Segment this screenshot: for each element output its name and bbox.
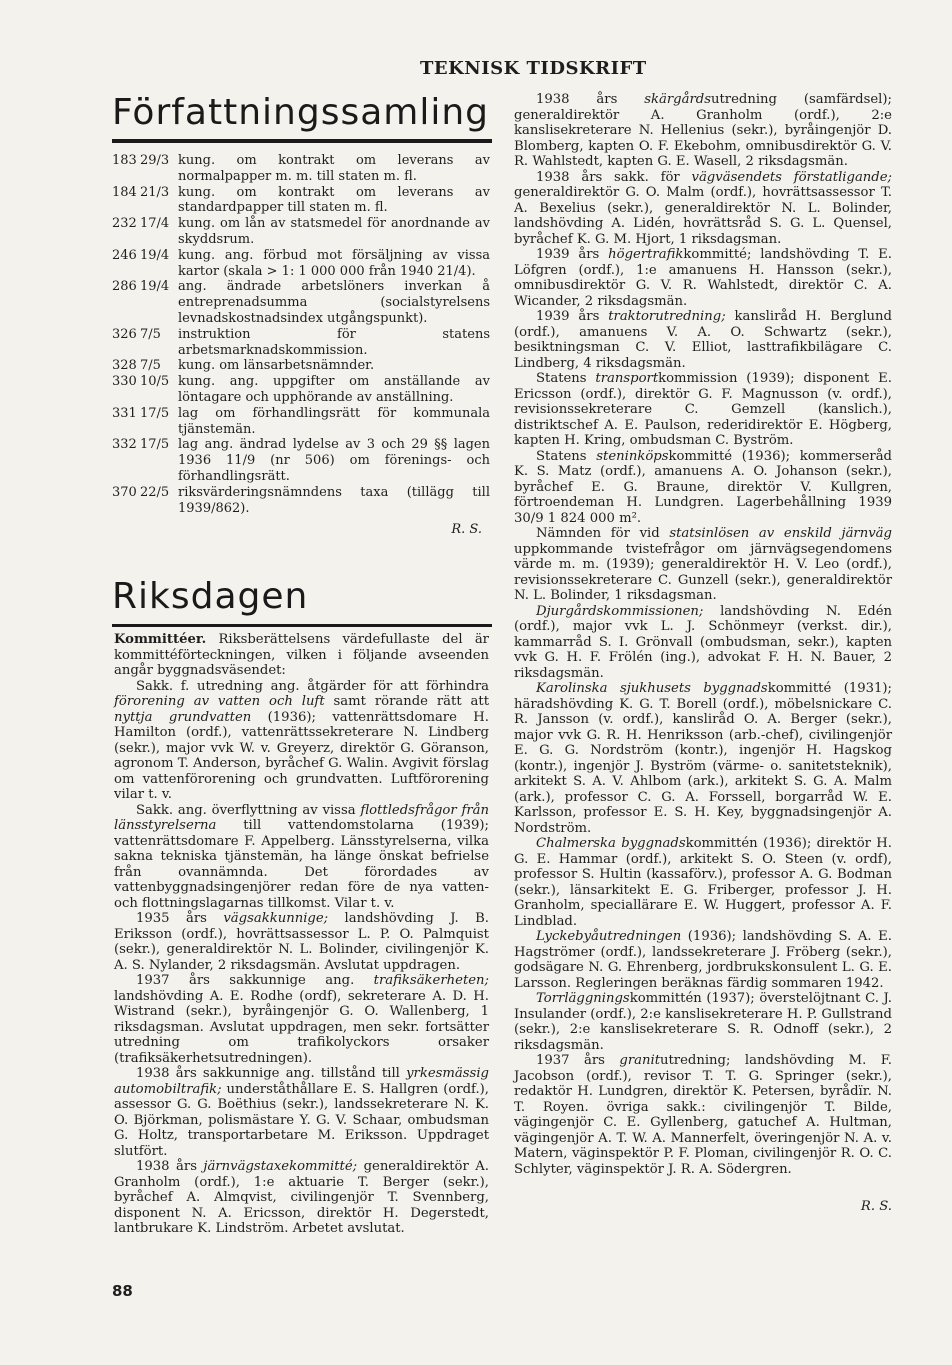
paragraph: Sakk. f. utredning ang. åtgärder för att förhindra förorening av vatten och luft samt rörande rätt att nyttja grundvatten (1936); vattenrättsdomare H. Hamilton (ordf.), vattenrättssekreterare N. Lindberg (sekr.), major vvk W. v. Greyerz, direktör G. Göranson, agronom T. Anderson, byråchef G. Walin. Avgivit förslag om vattenförorening och grundvatten. Luftförorening vilar t. v. [114, 678, 489, 802]
list-item [112, 406, 490, 438]
entry-date: 7/5 [140, 326, 161, 342]
paragraph: 1938 års skärgårdsutredning (samfärdsel); generaldirektör A. Granholm (ordf.), 2:e kanslisekreterare N. Hellenius (sekr.), byråingenjör D. Blomberg, kapten O. F. Ekebohm, omnibusdirektör G. V. R. Wahlstedt, kapten G. E. Wasell, 2 riksdagsmän. [514, 92, 892, 169]
author-signature: R. S. [451, 522, 482, 538]
entry-date: 7/5 [140, 358, 161, 374]
entry-number: 326 [112, 326, 137, 342]
list-item [112, 153, 490, 185]
paragraph: 1938 års järnvägstaxekommitté; generaldirektör A. Granholm (ordf.), 1:e aktuarie T. Berger (sekr.), byråchef A. Almqvist, civilingenjör T. Svennberg, disponent N. A. Ericsson, direktör H. Degerstedt, lantbrukare K. Lindström. Arbetet avslutat. [114, 1159, 489, 1236]
page-number: 88 [112, 1282, 133, 1300]
paragraph: Djurgårdskommissionen; landshövding N. Edén (ordf.), major vvk L. J. Schönmeyr (verkst. dir.), kammarråd S. I. Grönvall (ombudsman, sekr.), kapten vvk G. H. F. Frölén (ing.), advokat F. H. N. Bauer, 2 riksdagsmän. [514, 603, 892, 681]
entry-text: kung. om kontrakt om leverans av standardpapper till staten m. fl. [178, 184, 490, 216]
right-column-text [514, 92, 892, 1215]
entry-text: lag om förhandlingsrätt för kommunala tjänstemän. [178, 405, 490, 437]
entry-number: 328 [112, 358, 137, 374]
heading-rule [112, 624, 492, 627]
list-item [112, 358, 490, 374]
entry-date: 17/5 [140, 405, 170, 421]
list-item [112, 485, 490, 517]
entry-number: 370 [112, 484, 137, 500]
entry-number: 332 [112, 437, 137, 453]
entry-number: 286 [112, 279, 137, 295]
entry-text: lag ang. ändrad lydelse av 3 och 29 §§ lagen 1936 11/9 (nr 506) om förenings- och förhandlingsrätt. [178, 437, 490, 484]
entry-text: kung. om lån av statsmedel för anordnande av skyddsrum. [178, 216, 490, 247]
paragraph: Sakk. ang. överflyttning av vissa flottledsfrågor från länsstyrelserna till vattendomstolarna (1939); vattenrättsdomare F. Appelberg. Länsstyrelserna, vilka sakna tekniska tjänstemän, ha länge önskat befrielse från ovannämnda. Det förordades av vattenbyggnadsingenjörer redan före de nya vatten- och flottningslagarnas tillkomst. Vilar t. v. [114, 802, 490, 911]
list-item [112, 374, 490, 406]
entry-date: 22/5 [140, 484, 170, 500]
entry-number: 232 [112, 216, 137, 232]
paragraph: 1937 års granitutredning; landshövding M. F. Jacobson (ordf.), revisor T. T. G. Springer (sekr.), redaktör H. Lundgren, direktör K. Petersen, byrådïr. N. T. Royen. övriga sakk.: civilingenjör T. Bilde, vägingenjör C. E. Gyllenberg, gatuchef A. Hultman, vägingenjör A. T. W. A. Mannerfelt, överingenjör N. A. v. Matern, väginspektör P. F. Ploman, civilingenjör R. O. C. Schlyter, väginspektör J. R. A. Södergren. [514, 1053, 892, 1177]
entry-date: 17/4 [140, 216, 170, 232]
entry-number: 331 [112, 405, 137, 421]
paragraph: Statens steninköpskommitté (1936); kommerseråd K. S. Matz (ordf.), amanuens A. O. Johanson (sekr.), byråchef E. G. Braune, direktör V. Kullgren, förtroendeman H. Lundgren. Lagerbehållning 1939 30/9 1 824 000 m². [514, 448, 892, 526]
paragraph: Torrläggningskommittén (1937); överstelöjtnant C. J. Insulander (ordf.), 2:e kanslisekreterare H. P. Gullstrand (sekr.), 2:e kanslisekreterare S. R. Odnoff (sekr.), 2 riksdagsmän. [514, 991, 892, 1053]
paragraph: Karolinska sjukhusets byggnadskommitté (1931); häradshövding K. G. T. Borell (ordf.), möbelsnickare C. R. Jansson (v. ordf.), kansliråd O. A. Berger (sekr.), major vvk G. R. H. Henriksson (arb.-chef), civilingenjör E. G. G. Nordström (kontr.), ingenjör H. Hagskog (kontr.), ingenjör J. Byström (värme- o. sanitetsteknik), arkitekt S. A. V. Ahlbom (ark.), arkitekt S. G. A. Malm (ark.), professor C. G. A. Forssell, borgarråd W. E. Karlsson, professor E. S. H. Key, byggnadsingenjör A. Nordström. [514, 681, 892, 836]
entry-number: 184 [112, 184, 137, 200]
entry-number: 246 [112, 247, 137, 263]
entry-number: 183 [112, 153, 137, 168]
paragraph: 1938 års sakk. för vägväsendets förstatligande; generaldirektör G. O. Malm (ordf.), hovrättsassessor T. A. Bexelius (sekr.), generaldirektör N. L. Bolinder, landshövding A. Lidén, hovrättsråd S. G. L. Quensel, byråchef K. G. M. Hjort, 1 riksdagsman. [514, 169, 892, 247]
entry-date: 19/4 [140, 279, 170, 295]
keyword: Kommittéer. [114, 632, 207, 647]
entry-number: 330 [112, 374, 137, 390]
entry-text: kung. om länsarbetsnämnder. [178, 358, 375, 374]
paragraph: Nämnden för vid statsinlösen av enskild järnväg uppkommande tvistefrågor om järnvägsegendomens värde m. m. (1939); generaldirektör H. V. Leo (ordf.), revisionssekreterare C. Gunzell (sekr.), generaldirektör N. L. Bolinder, 1 riksdagsman. [514, 526, 892, 603]
ordinance-list [112, 153, 490, 538]
list-item [112, 327, 490, 359]
heading-rule [112, 139, 492, 143]
entry-date: 19/4 [140, 247, 170, 263]
entry-date: 29/3 [140, 153, 170, 168]
entry-text: ang. ändrade arbetslöners inverkan å entreprenadsumma (socialstyrelsens levnadskostnadsindex utgångspunkt). [178, 279, 490, 326]
paragraph: Statens transportkommission (1939); disponent E. Ericsson (ordf.), direktör G. F. Magnusson (v. ordf.), revisionssekreterare C. Gemzell (kanslich.), distriktschef A. E. Paulson, rederidirektör E. Högberg, kapten H. Kring, ombudsman C. Byström. [514, 371, 892, 448]
section-heading-forfattningssamling: Författningssamling [112, 92, 490, 133]
entry-text: kung. om kontrakt om leverans av normalpapper m. m. till staten m. fl. [178, 153, 490, 184]
entry-text: riksvärderingsnämndens taxa (tillägg till 1939/862). [178, 484, 490, 516]
list-item [112, 185, 490, 217]
list-item [112, 437, 490, 484]
entry-date: 17/5 [140, 437, 170, 453]
entry-date: 10/5 [140, 374, 170, 390]
list-item [112, 279, 490, 326]
entry-date: 21/3 [140, 184, 170, 200]
paragraph: Lyckebyåutredningen (1936); landshövding S. A. E. Hagströmer (ordf.), landssekreterare J. Fröberg (sekr.), godsägare N. G. Ehrenberg, jordbrukskonsulent L. G. E. Larsson. Regleringen beräknas färdig sommaren 1942. [514, 929, 892, 991]
author-signature: R. S. [860, 1199, 892, 1214]
left-column-text [114, 632, 489, 1237]
paragraph: 1935 års vägsakkunnige; landshövding J. B. Eriksson (ordf.), hovrättsassessor L. P. O. Palmquist (sekr.), generaldirektör N. L. Bolinder, civilingenjör K. A. S. Nylander, 2 riksdagsmän. Avslutat uppdragen. [114, 911, 489, 973]
entry-text: kung. ang. uppgifter om anställande av löntagare och upphörande av anställning. [178, 374, 490, 405]
entry-text: kung. ang. förbud mot försäljning av vissa kartor (skala > 1: 1 000 000 från 1940 21/4). [178, 247, 490, 279]
section-heading-riksdagen: Riksdagen [112, 576, 309, 617]
list-item [112, 216, 490, 248]
paragraph: 1938 års sakkunnige ang. tillstånd till yrkesmässig automobiltrafik; underståthållare E. S. Hallgren (ordf.), assessor G. G. Boëthius (sekr.), landssekreterare N. K. O. Björkman, polismästare Y. G. V. Schaar, ombudsman G. Holtz, transportarbetare M. Eriksson. Uppdraget slutfört. [114, 1066, 489, 1159]
paragraph: Kommittéer. Riksberättelsens värdefullaste del är kommittéförteckningen, vilken i följande avseenden angår byggnadsväsendet: [114, 632, 489, 678]
paragraph: Chalmerska byggnadskommittén (1936); direktör H. G. E. Hammar (ordf.), arkitekt S. O. Steen (v. ordf), professor S. Hultin (kassaförv.), professor A. G. Bodman (sekr.), länsarkitekt E. G. Friberger, professor J. H. Granholm, speciallärare E. W. Huggert, professor A. F. Lindblad. [514, 836, 892, 929]
paragraph: 1937 års sakkunnige ang. trafiksäkerheten; landshövding A. E. Rodhe (ordf), sekreterare A. D. H. Wistrand (sekr.), byråingenjör G. O. Wallenberg, 1 riksdagsman. Avslutat uppdragen, men sekr. fortsätter utredning om trafikolyckors orsaker (trafiksäkerhetsutredningen). [114, 973, 489, 1066]
paragraph: 1939 års högertrafikkommitté; landshövding T. E. Löfgren (ordf.), 1:e amanuens H. Hansson (sekr.), omnibusdirektör G. V. R. Wahlstedt, direktör C. A. Wicander, 2 riksdagsmän. [514, 247, 892, 309]
paragraph: 1939 års traktorutredning; kansliråd H. Berglund (ordf.), amanuens V. A. O. Schwartz (sekr.), besiktningsman C. V. Elliot, lasttrafikbilägare C. Lindberg, 4 riksdagsmän. [514, 309, 892, 371]
list-item [112, 248, 490, 280]
entry-text: instruktion för statens arbetsmarknadskommission. [178, 326, 490, 358]
journal-title: TEKNISK TIDSKRIFT [420, 58, 647, 79]
